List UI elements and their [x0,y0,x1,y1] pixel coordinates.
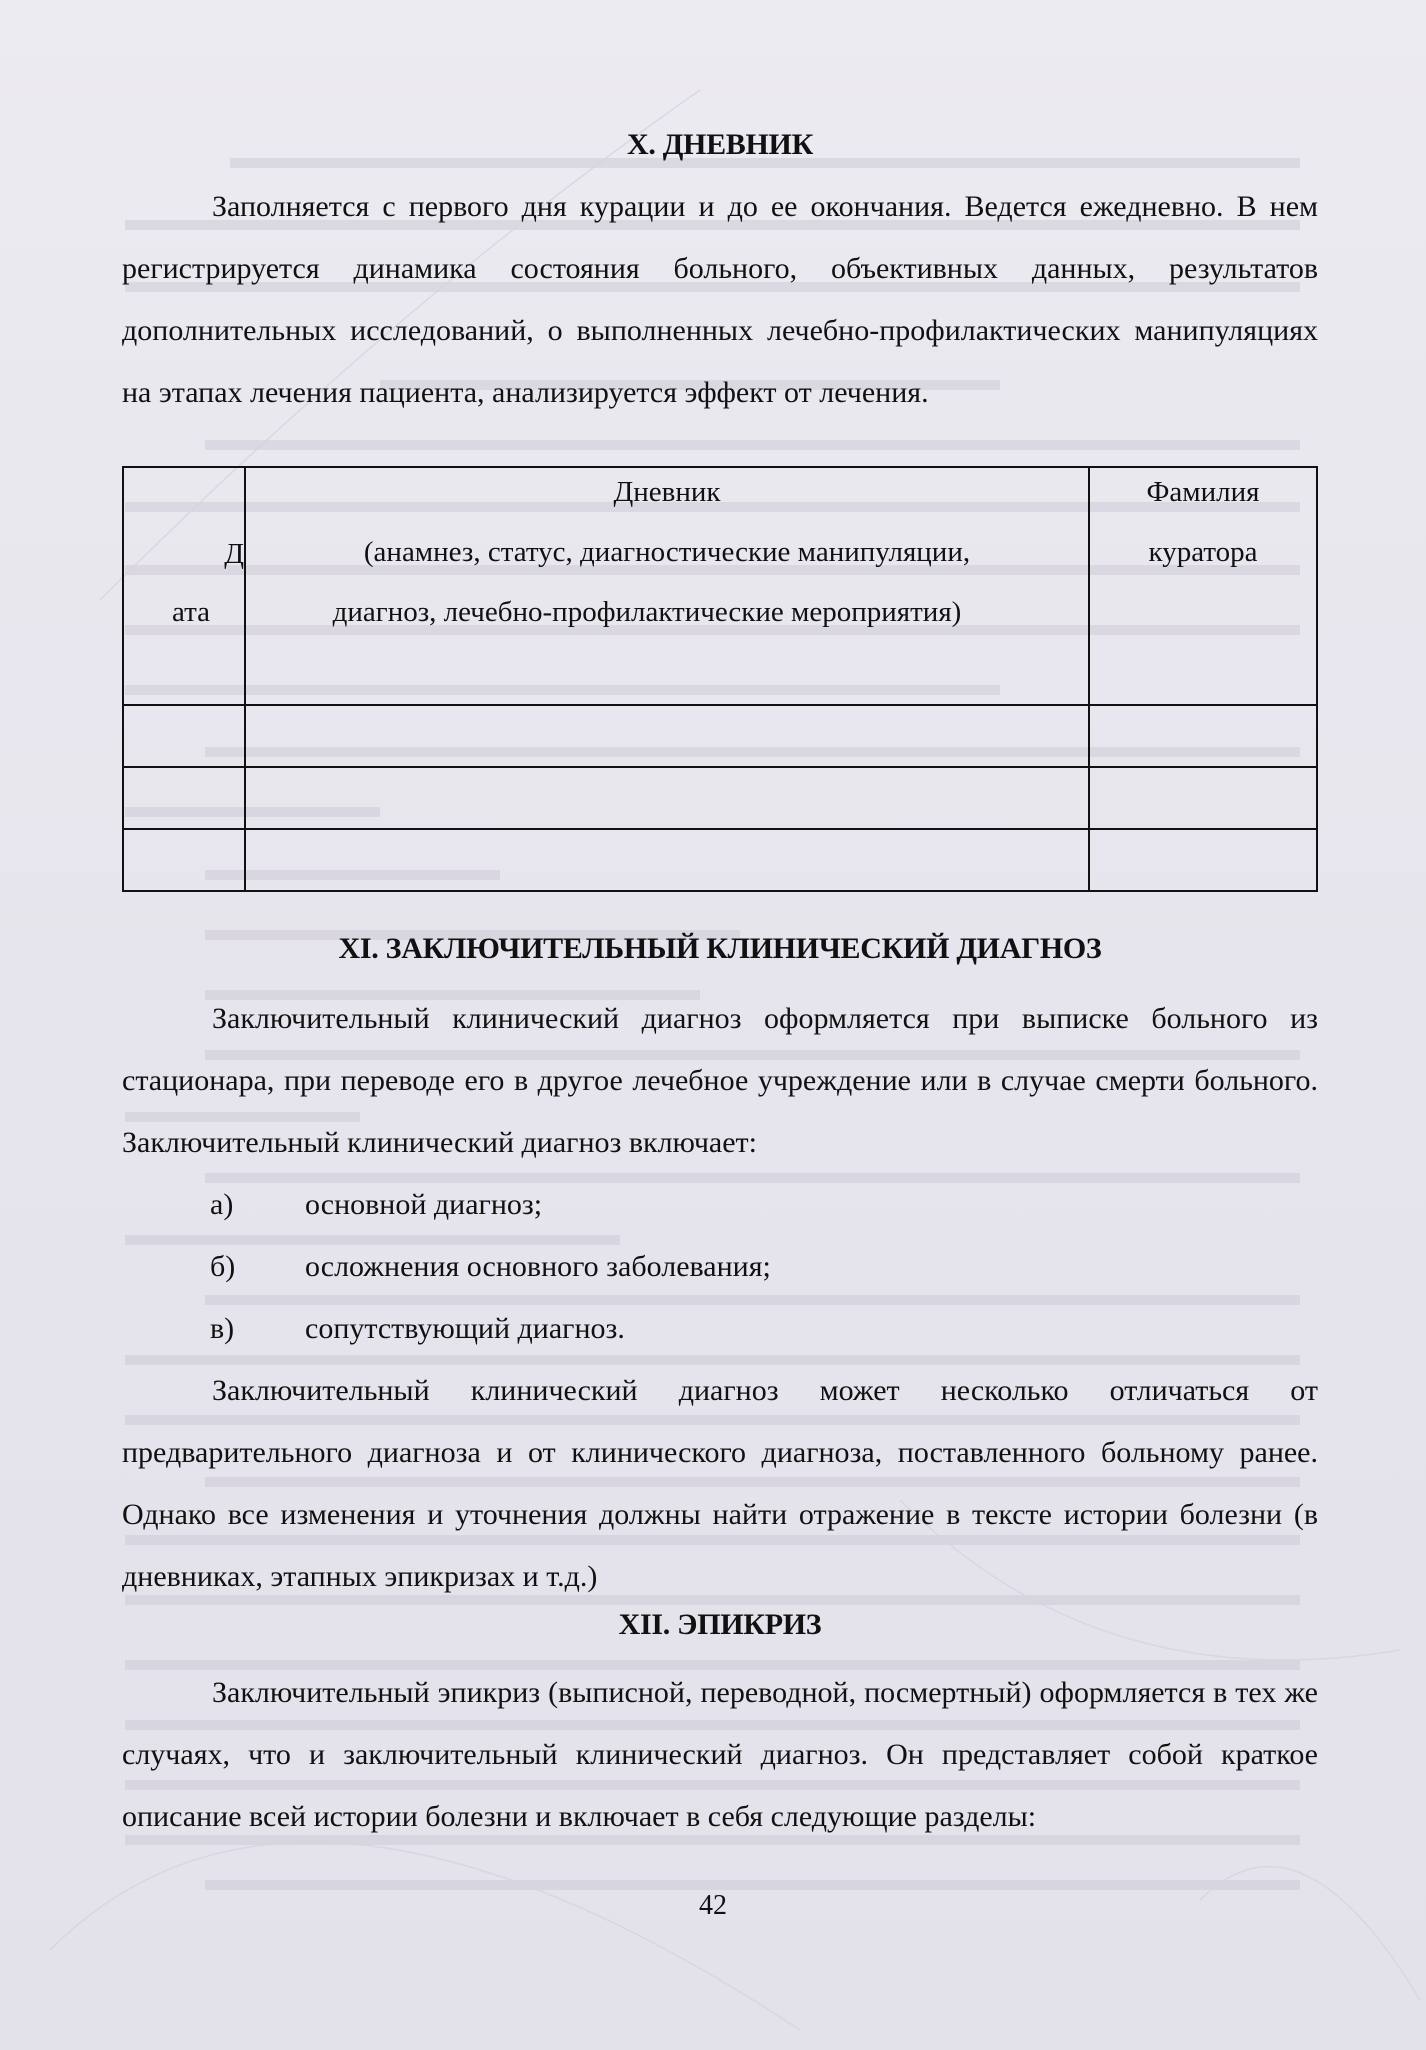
table-cell[interactable] [245,705,1089,767]
diary-header-line1: Дневник [613,476,721,508]
table-cell[interactable] [245,829,1089,891]
page-number: 42 [699,1890,727,1921]
list-marker: б) [210,1250,236,1283]
table-cell[interactable] [123,767,245,829]
table-cell[interactable] [1089,767,1317,829]
list-item [122,1236,1318,1298]
curator-header-line2: куратора [1148,536,1258,568]
table-row [123,829,1317,891]
diary-table [122,466,1318,892]
diary-header-line2: (анамнез, статус, диагностические манипуляции, [363,536,971,568]
list-marker: а) [210,1188,234,1221]
table-row [123,767,1317,829]
table-cell[interactable] [123,829,245,891]
diary-column-header [245,467,1089,705]
table-cell[interactable] [245,767,1089,829]
table-cell[interactable] [1089,829,1317,891]
table-row [123,705,1317,767]
section-xi-title: XI. ЗАКЛЮЧИТЕЛЬНЫЙ КЛИНИЧЕСКИЙ ДИАГНОЗ [338,932,1102,965]
diagnosis-list [122,1174,1318,1360]
list-item [122,1298,1318,1360]
curator-header-line1: Фамилия [1146,476,1260,508]
list-item-text: осложнения основного заболевания; [305,1250,771,1283]
section-xii-text: Заключительный эпикриз (выписной, переводной, посмертный) оформляется в тех же случаях, что и заключительный клинический диагноз. Он представляет собой краткое описание всей истории болезни и включает в себя следующие разделы: [122,1676,1318,1833]
list-item-text: основной диагноз; [305,1188,543,1221]
section-xi-outro: Заключительный клинический диагноз может несколько отличаться от предварительного диагноза и от клинического диагноза, поставленного больному ранее. Однако все изменения и уточнения должны найти отражение в тексте истории болезни (в дневниках, этапных эпикризах и т.д.) [122,1374,1318,1593]
diary-table-header [123,467,1317,705]
date-column-header [123,467,245,705]
diary-header-line3: диагноз, лечебно-профилактические мероприятия) [332,596,962,628]
table-cell[interactable] [1089,705,1317,767]
section-xii-title: XII. ЭПИКРИЗ [618,1608,822,1641]
list-marker: в) [210,1312,235,1345]
table-cell[interactable] [123,705,245,767]
curator-column-header [1089,467,1317,705]
section-x-title: X. ДНЕВНИК [626,128,814,161]
section-x-text: Заполняется с первого дня курации и до ее окончания. Ведется ежедневно. В нем регистрируется динамика состояния больного, объективных данных, результатов дополнительных исследований, о выполненных лечебно-профилактических манипуляциях на этапах лечения пациента, анализируется эффект от лечения. [122,190,1318,409]
section-xi-intro: Заключительный клинический диагноз оформляется при выписке больного из стационара, при переводе его в другое лечебное учреждение или в случае смерти больного. Заключительный клинический диагноз включает: [122,1002,1318,1159]
page-content [122,120,1318,1848]
date-header-part1: Д [224,538,244,570]
date-header-part2: ата [172,596,211,628]
list-item [122,1174,1318,1236]
list-item-text: сопутствующий диагноз. [305,1312,625,1345]
